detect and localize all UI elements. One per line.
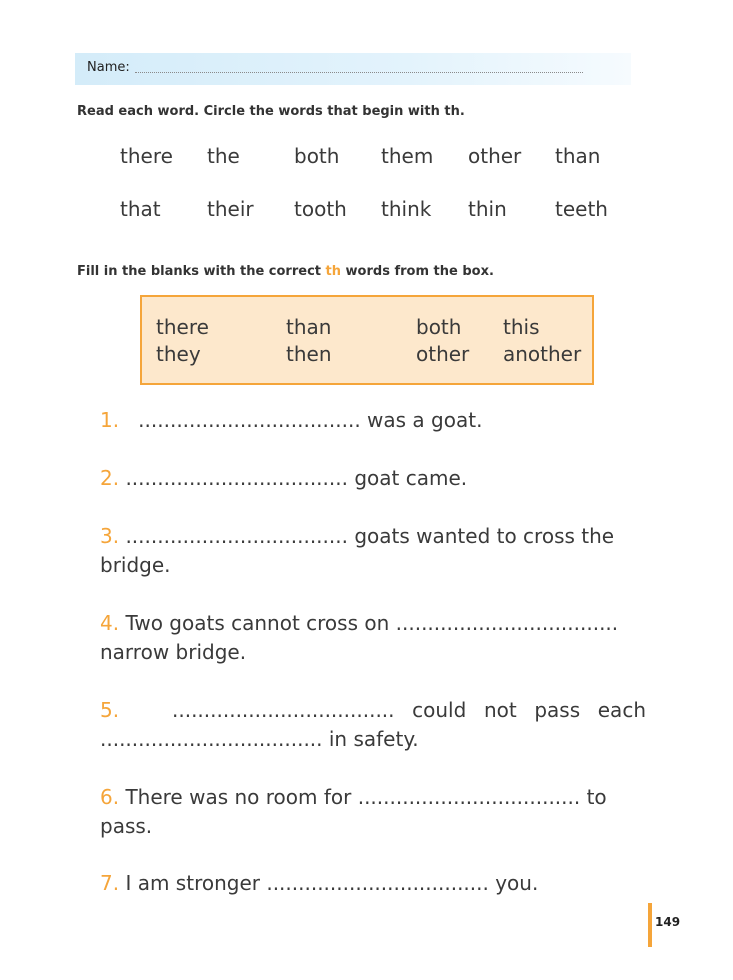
question-number: 3. xyxy=(100,524,120,548)
box-word: then xyxy=(286,342,332,366)
question-number: 4. xyxy=(100,611,120,635)
word-item[interactable]: tooth xyxy=(294,197,347,221)
blank-field[interactable]: ................................... xyxy=(125,466,348,490)
question-text: Two goats cannot cross on xyxy=(119,611,396,635)
box-word: other xyxy=(416,342,470,366)
word-item[interactable]: the xyxy=(207,144,240,168)
question-5 xyxy=(100,696,646,754)
question-text: goats wanted to cross the bridge. xyxy=(100,524,615,577)
blank-field[interactable]: ................................... xyxy=(172,698,395,722)
page-number-bar xyxy=(648,903,652,947)
box-word: than xyxy=(286,315,332,339)
word-item[interactable]: their xyxy=(207,197,254,221)
question-text: could not pass each xyxy=(394,698,646,722)
word-item[interactable]: them xyxy=(381,144,434,168)
question-7 xyxy=(100,869,646,898)
question-number: 5. xyxy=(100,698,120,722)
question-number: 7. xyxy=(100,871,120,895)
question-text: to pass. xyxy=(100,785,607,838)
question-2 xyxy=(100,464,646,493)
question-4 xyxy=(100,609,646,667)
instruction-text: words from the box. xyxy=(341,264,494,279)
box-word: they xyxy=(156,342,201,366)
question-text: There was no room for xyxy=(119,785,358,809)
word-item[interactable]: thin xyxy=(468,197,507,221)
word-item[interactable]: there xyxy=(120,144,173,168)
question-text: I am stronger xyxy=(119,871,267,895)
box-word: this xyxy=(503,315,540,339)
name-input-line[interactable] xyxy=(135,72,583,73)
blank-field[interactable]: ................................... xyxy=(100,727,323,751)
instruction-circle-words: Read each word. Circle the words that begin with th. xyxy=(77,104,465,119)
question-number: 2. xyxy=(100,466,120,490)
word-item[interactable]: that xyxy=(120,197,161,221)
instruction-text: Fill in the blanks with the correct xyxy=(77,264,326,279)
question-text: you. xyxy=(488,871,539,895)
box-word: both xyxy=(416,315,462,339)
blank-field[interactable]: ................................... xyxy=(357,785,581,809)
blank-field[interactable]: ................................... xyxy=(138,408,361,432)
question-text: narrow bridge. xyxy=(100,640,247,664)
box-word: another xyxy=(503,342,582,366)
word-item[interactable]: both xyxy=(294,144,340,168)
blank-field[interactable]: ................................... xyxy=(266,871,489,895)
blank-field[interactable]: ................................... xyxy=(395,611,619,635)
question-number: 1. xyxy=(100,408,120,432)
instruction-highlight: th xyxy=(325,264,342,279)
word-item[interactable]: teeth xyxy=(555,197,608,221)
name-label: Name: xyxy=(87,60,130,75)
word-item[interactable]: think xyxy=(381,197,432,221)
question-3 xyxy=(100,522,646,580)
word-item[interactable]: than xyxy=(555,144,601,168)
question-6 xyxy=(100,783,646,841)
instruction-fill-blanks xyxy=(77,264,494,279)
question-number: 6. xyxy=(100,785,120,809)
question-text: goat came. xyxy=(347,466,468,490)
question-1 xyxy=(100,406,646,435)
blank-field[interactable]: ................................... xyxy=(125,524,348,548)
question-text: was a goat. xyxy=(360,408,483,432)
word-item[interactable]: other xyxy=(468,144,522,168)
question-text: in safety. xyxy=(322,727,419,751)
word-box xyxy=(140,295,594,385)
page-number: 149 xyxy=(655,915,681,929)
name-bar xyxy=(75,53,631,85)
box-word: there xyxy=(156,315,209,339)
